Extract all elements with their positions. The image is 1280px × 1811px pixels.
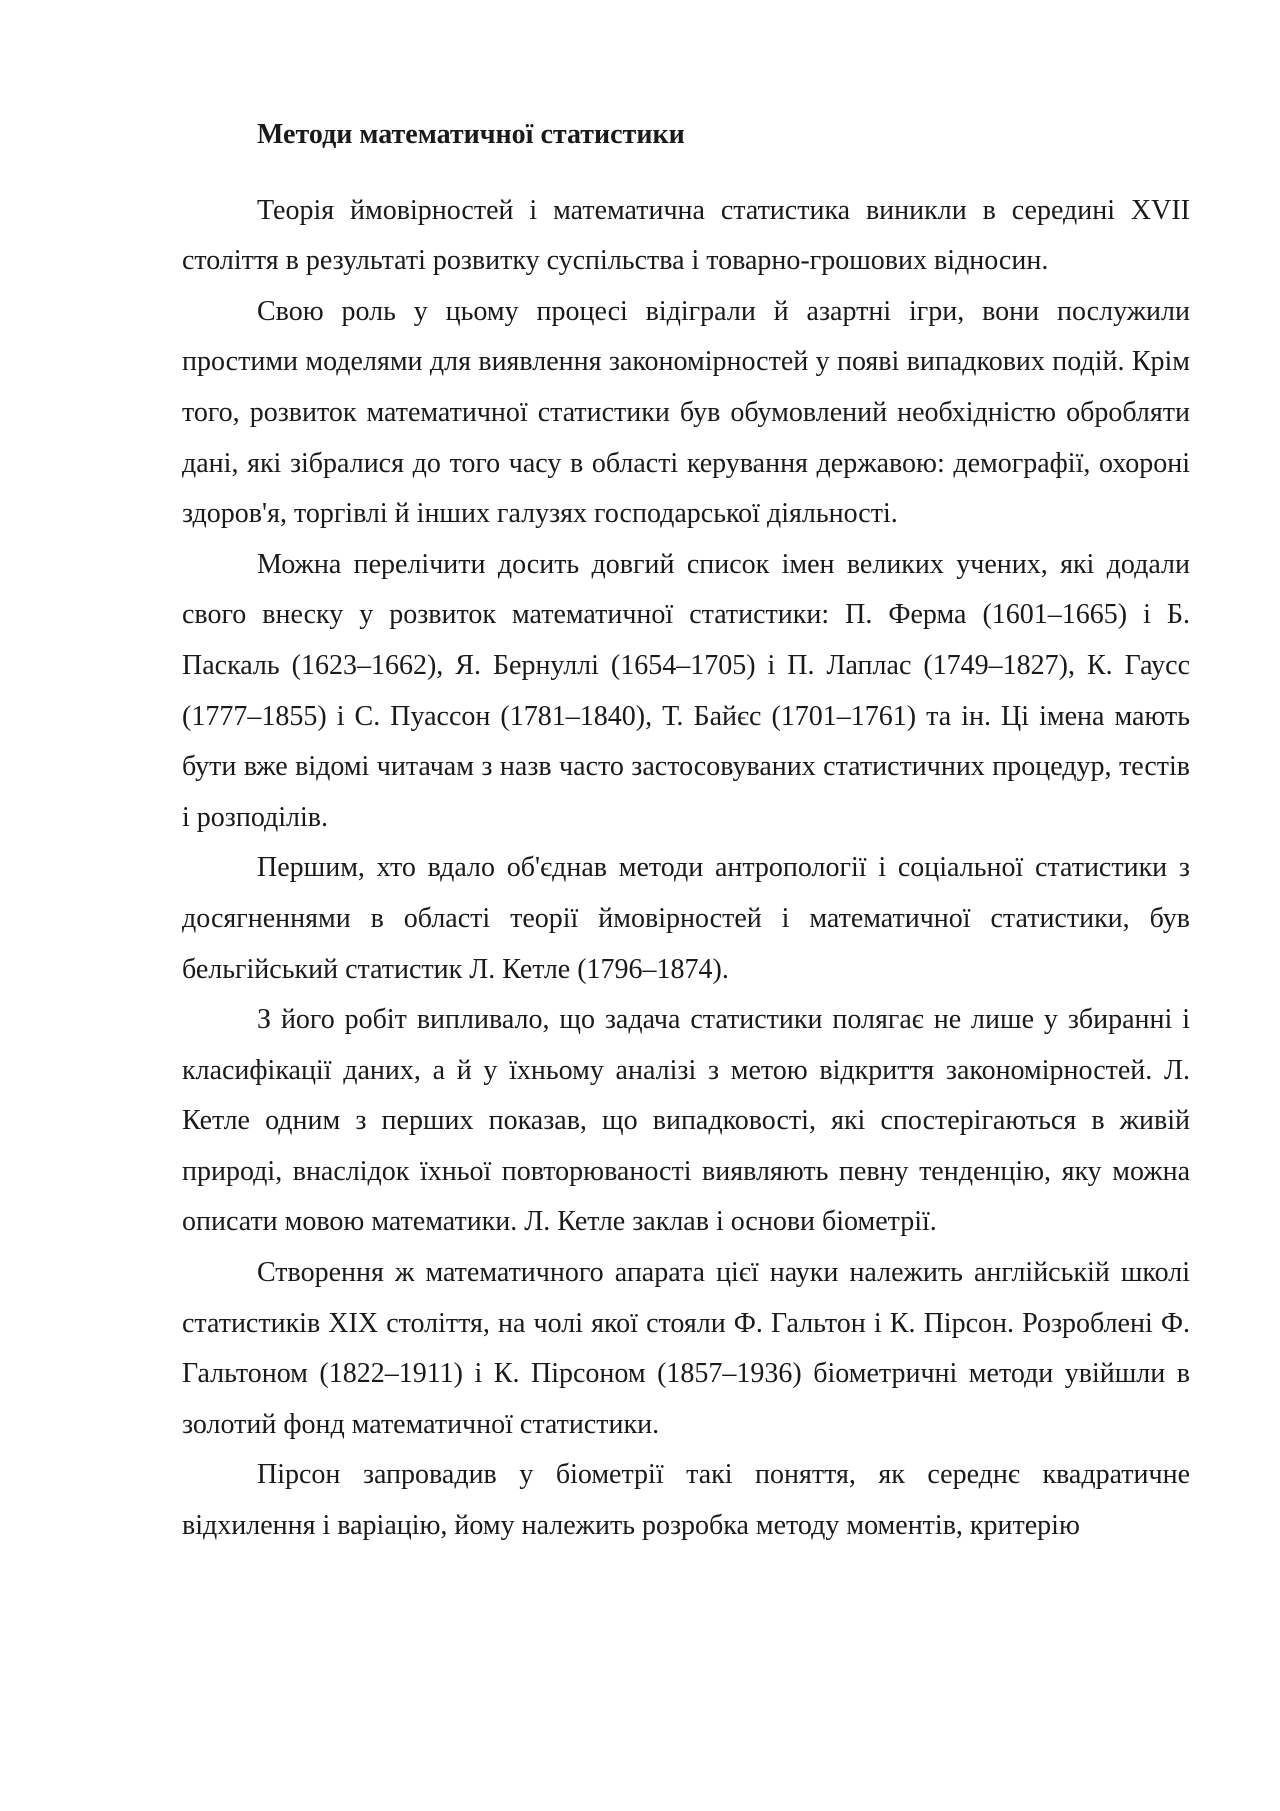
paragraph: Можна перелічити досить довгий список імен великих учених, які додали свого внеску у розвиток математичної статистики: П. Ферма (1601–1665) і Б. Паскаль (1623–1662), Я. Бернуллі (1654–1705) і П. Лаплас (1749–1827), К. Гаусс (1777–1855) і С. Пуассон (1781–1840), Т. Байєс (1701–1761) та ін. Ці імена мають бути вже відомі читачам з назв часто застосовуваних статистичних процедур, тестів і розподілів. xyxy=(182,548,1190,833)
paragraph: Створення ж математичного апарата цієї науки належить англійській школі статистиків XIX століття, на чолі якої стояли Ф. Гальтон і К. Пірсон. Розроблені Ф. Гальтоном (1822–1911) і К. Пірсоном (1857–1936) біометричні методи увійшли в золотий фонд математичної статистики. xyxy=(182,1257,1190,1440)
paragraph: З його робіт випливало, що задача статистики полягає не лише у збиранні і класифікації даних, а й у їхньому аналізі з метою відкриття закономірностей. Л. Кетле одним з перших показав, що випадковості, які спостерігаються в живій природі, внаслідок їхньої повторюваності виявляють певну тенденцію, яку можна описати мовою математики. Л. Кетле заклав і основи біометрії. xyxy=(182,1004,1190,1238)
document-body xyxy=(182,110,1190,1552)
paragraph: Першим, хто вдало об'єднав методи антропології і соціальної статистики з досягненнями в області теорії ймовірностей і математичної статистики, був бельгійський статистик Л. Кетле (1796–1874). xyxy=(182,852,1190,985)
paragraph: Теорія ймовірностей і математична статистика виникли в середині XVII століття в результаті розвитку суспільства і товарно-грошових відносин. xyxy=(182,194,1190,277)
document-heading: Методи математичної статистики xyxy=(257,119,685,150)
paragraph: Свою роль у цьому процесі відіграли й азартні ігри, вони послужили простими моделями для виявлення закономірностей у появі випадкових подій. Крім того, розвиток математичної статистики був обумовлений необхідністю обробляти дані, які зібралися до того часу в області керування державою: демографії, охороні здоров'я, торгівлі й інших галузях господарської діяльності. xyxy=(182,295,1190,530)
paragraph: Пірсон запровадив у біометрії такі поняття, як середнє квадратичне відхилення і варіацію, йому належить розробка методу моментів, критерію xyxy=(182,1459,1190,1542)
